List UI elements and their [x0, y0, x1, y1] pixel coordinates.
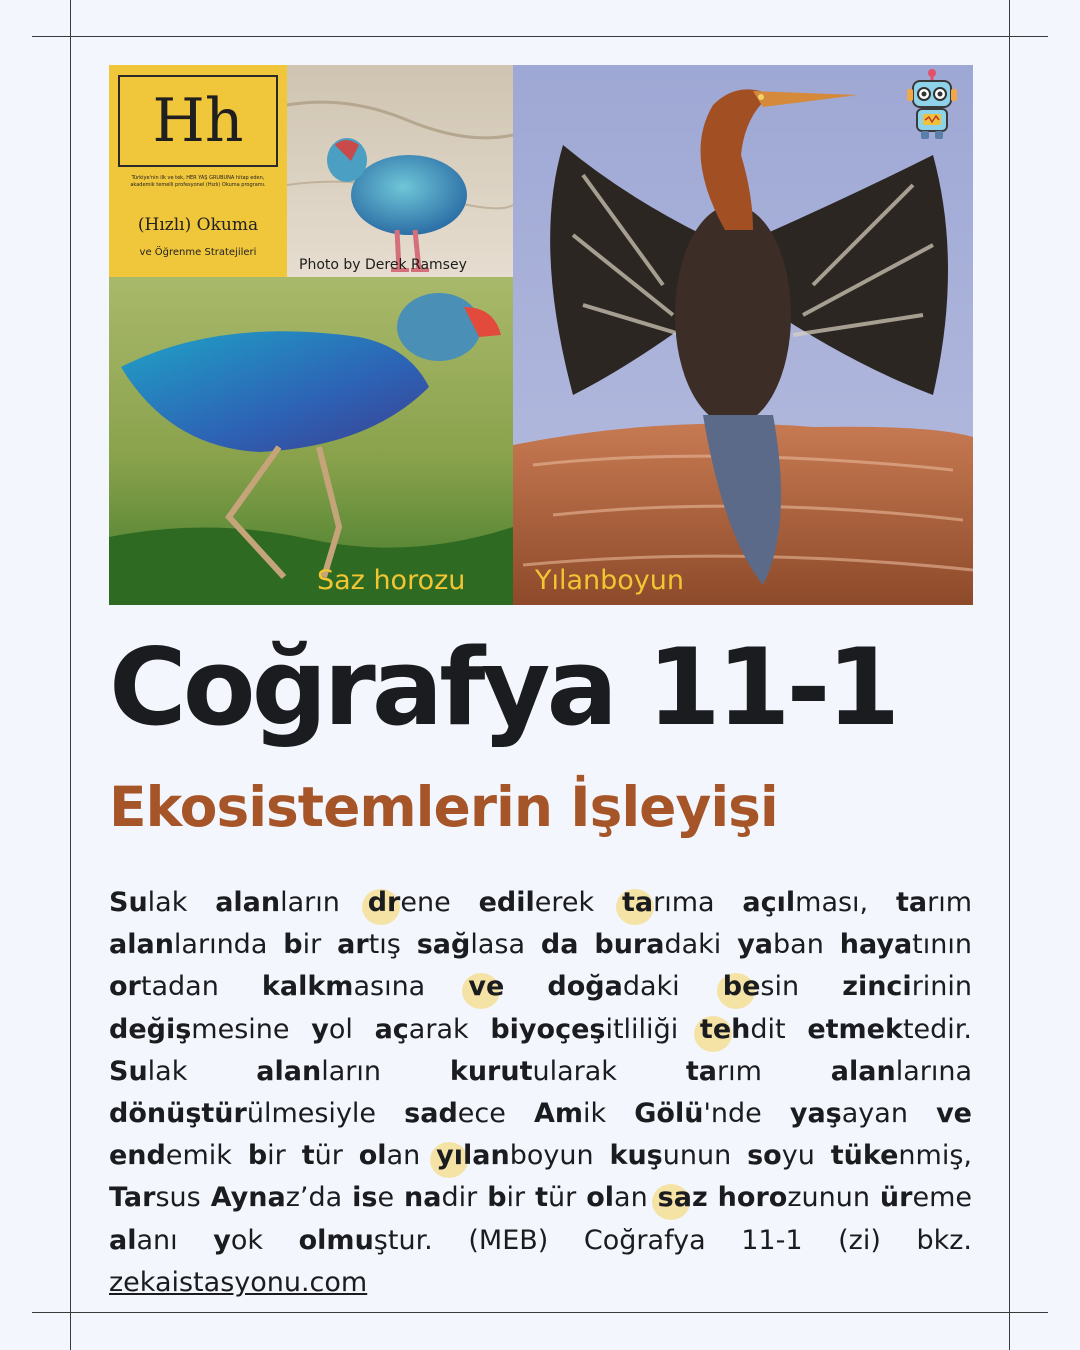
book-cover-letters: Hh: [152, 86, 244, 156]
book-cover: [109, 65, 287, 277]
bold-fragment: Su: [109, 887, 148, 918]
frame-line-right: [1009, 0, 1010, 1350]
page-title: Coğrafya 11-1: [109, 626, 897, 749]
book-cover-title: (Hızlı) Okuma: [137, 215, 259, 235]
book-cover-tagline: Türkiye'nin ilk ve tek, HER YAŞ GRUBUNA hitap eden, akademik temelli profesyonel (Hızlı) Okuma programı.: [130, 175, 266, 188]
caption-saz-horozu: Saz horozu: [317, 565, 466, 596]
book-cover-subtitle: ve Öğrenme Stratejileri: [139, 247, 257, 258]
frame-line-top: [32, 36, 1048, 37]
photo-swamphen-walking: [109, 277, 513, 605]
book-cover-frame: [118, 75, 278, 167]
body-paragraph: Sulak alanların drene edilerek tarıma açılması, tarım alanlarında bir artış sağlasa da buradaki yaban hayatının ortadan kalkmasına ve doğadaki besin zincirinin değişmesine yol açarak biyoçeşitliliği tehdit etmektedir. Sulak alanların kurutularak tarım alanlarına dönüştürülmesiyle sadece Amik Gölü'nde yaşayan ve endemik bir tür olan yılanboyun kuşunun soyu tükenmiş, Tarsus Aynaz’da ise nadir bir tür olan saz horozunun üreme alanı yok olmuştur. (MEB) Coğrafya 11-1 (zi) bkz. zekaistasyonu.com: [109, 887, 973, 1298]
photo-credit: Photo by Derek Ramsey: [299, 257, 467, 273]
robot-icon: [901, 69, 963, 141]
page-subtitle: Ekosistemlerin İşleyişi: [109, 775, 778, 839]
photo-collage: [109, 65, 973, 605]
frame-line-bottom: [32, 1312, 1048, 1313]
frame-line-left: [70, 0, 71, 1350]
website-link[interactable]: zekaistasyonu.com: [109, 1266, 368, 1298]
photo-darter: [513, 65, 973, 605]
photo-swamphen-standing: [287, 65, 513, 277]
caption-yilanboyun: Yılanboyun: [535, 565, 685, 596]
